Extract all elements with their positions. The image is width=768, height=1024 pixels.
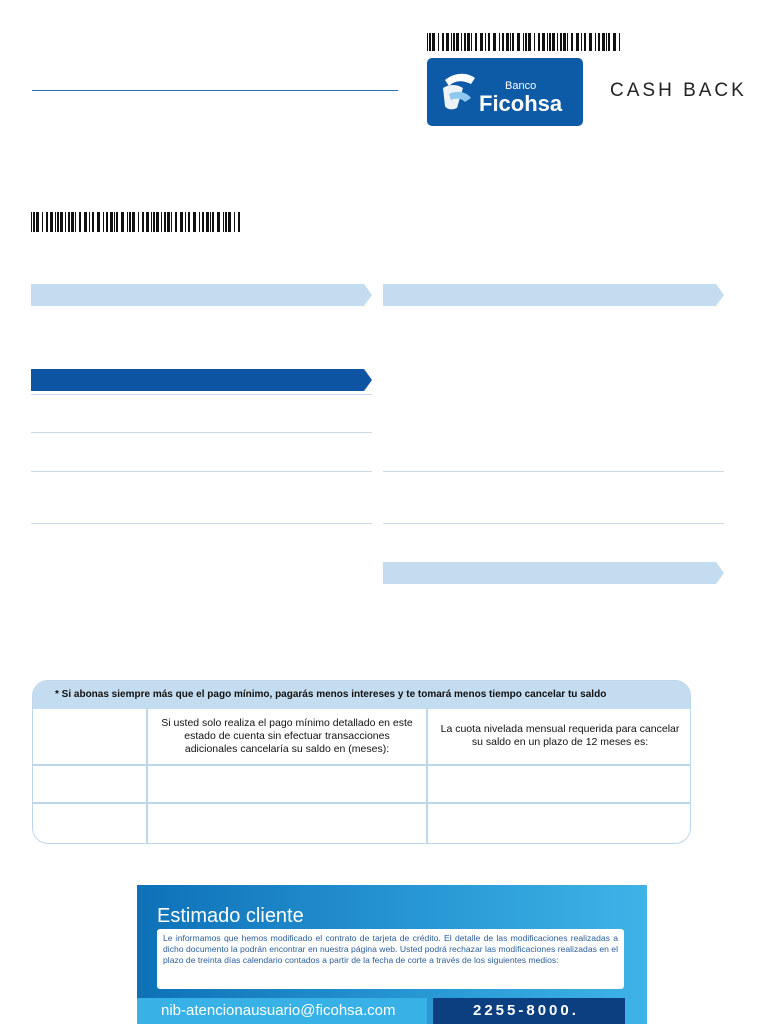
- notice-email[interactable]: nib-atencionausuario@ficohsa.com: [137, 998, 427, 1024]
- header-divider: [32, 90, 398, 91]
- divider-left-3: [31, 471, 372, 472]
- divider-left-1: [31, 394, 372, 395]
- divider-left-2: [31, 432, 372, 433]
- minimum-payment-table: [32, 680, 691, 844]
- notice-title: Estimado cliente: [157, 905, 304, 927]
- section-banner-left-2: [31, 369, 364, 391]
- divider-right-2: [383, 523, 724, 524]
- customer-notice-banner: [137, 885, 647, 1024]
- divider-left-4: [31, 523, 372, 524]
- table-column-divider-1: [146, 709, 148, 843]
- barcode-account: [31, 212, 243, 232]
- table-col2-header: Si usted solo realiza el pago mínimo detallado en este estado de cuenta sin efectuar transacciones adicionales cancelaría su saldo en (meses):: [161, 717, 413, 755]
- table-header-note: * Si abonas siempre más que el pago mínimo, pagarás menos intereses y te tomará menos tiempo cancelar tu saldo: [33, 681, 690, 709]
- barcode-top: [427, 33, 624, 51]
- table-row-divider-2: [33, 802, 690, 804]
- section-banner-left-1: [31, 284, 364, 306]
- section-banner-right-2: [383, 562, 716, 584]
- table-row-divider-1: [33, 764, 690, 766]
- notice-phone[interactable]: 2255-8000.: [433, 998, 625, 1024]
- notice-body: Le informamos que hemos modificado el contrato de tarjeta de crédito. El detalle de las modificaciones realizadas a dicho documento la podrán encontrar en nuestra página web. Usted podrá rechazar las modificaciones realizadas en el plazo de treinta días calendario contados a partir de la fecha de corte a través de los siguientes medios:: [157, 929, 624, 989]
- table-column-divider-2: [426, 709, 428, 843]
- ficohsa-logo: [427, 58, 583, 126]
- divider-right-1: [383, 471, 724, 472]
- logo-banco-text: Banco: [505, 80, 537, 92]
- logo-ficohsa-text: Ficohsa: [479, 91, 563, 116]
- table-col3-header: La cuota nivelada mensual requerida para cancelar su saldo en un plazo de 12 meses es:: [440, 723, 680, 748]
- cash-back-label: CASH BACK: [610, 80, 747, 101]
- section-banner-right-1: [383, 284, 716, 306]
